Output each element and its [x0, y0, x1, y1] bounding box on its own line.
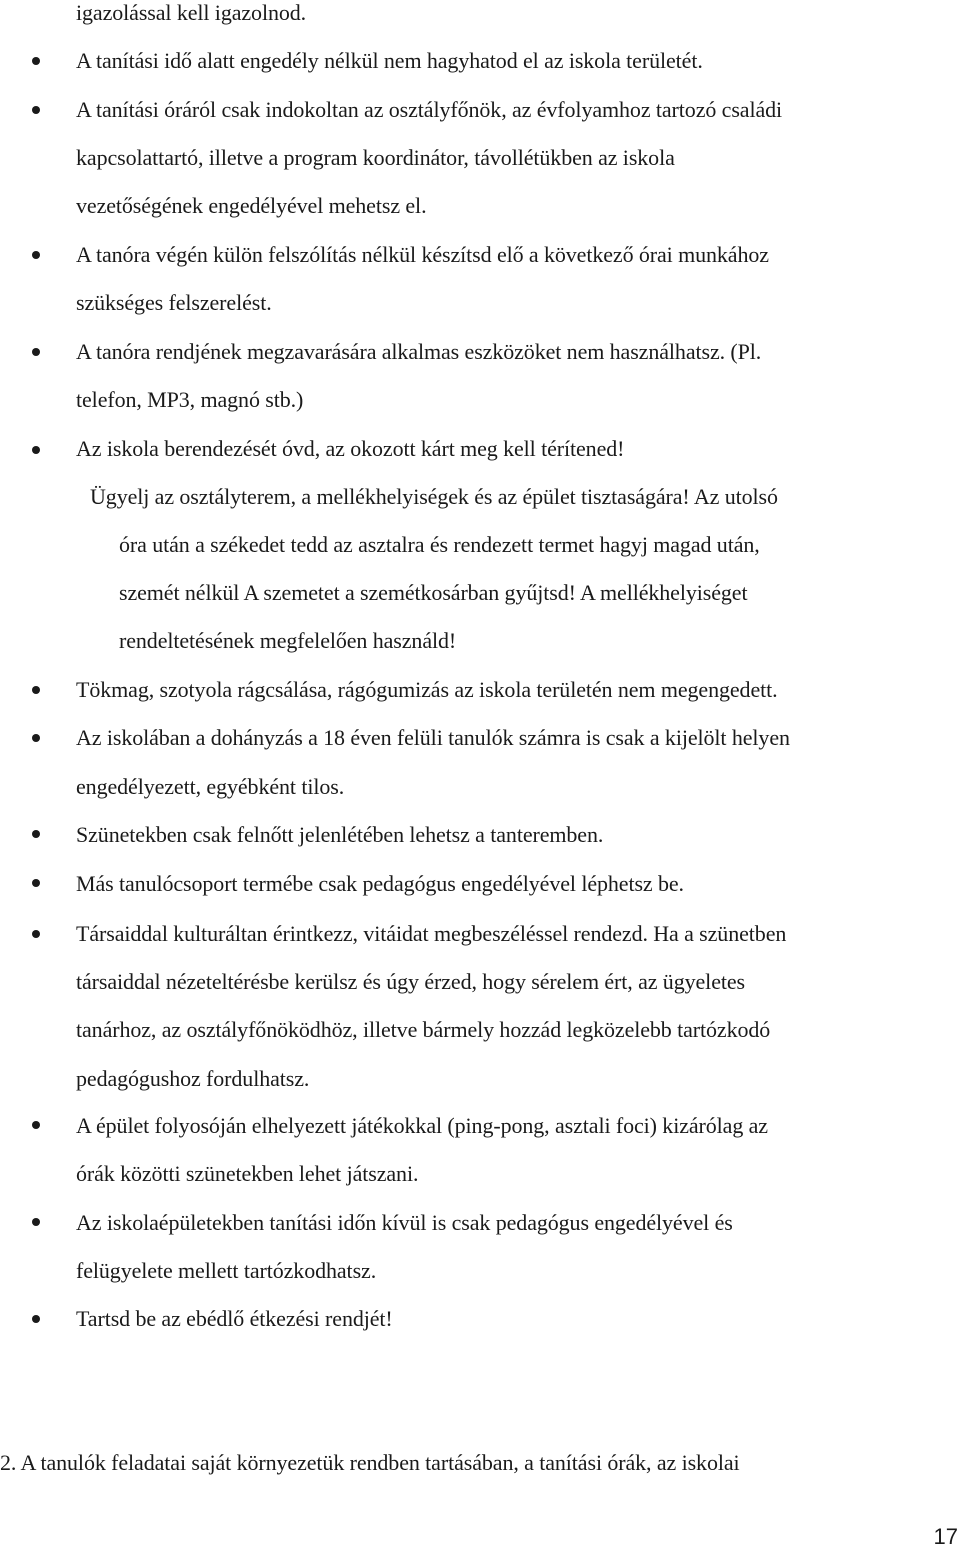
- text-line: rendeltetésének megfelelően használd!: [119, 628, 457, 653]
- text-line: A tanóra végén külön felszólítás nélkül készítsd elő a következő órai munkához: [76, 242, 769, 267]
- text-line: kapcsolattartó, illetve a program koordinátor, távollétükben az iskola: [76, 145, 675, 170]
- bullet: [32, 930, 40, 938]
- text-line: szükséges felszerelést.: [76, 290, 272, 315]
- text-line: társaiddal nézeteltérésbe kerülsz és úgy érzed, hogy sérelem ért, az ügyeletes: [76, 969, 745, 994]
- text-line: telefon, MP3, magnó stb.): [76, 387, 304, 412]
- text-line: tanárhoz, az osztályfőnöködhöz, illetve bármely hozzád legközelebb tartózkodó: [76, 1017, 771, 1042]
- text-line: Társaiddal kulturáltan érintkezz, vitáidat megbeszéléssel rendezd. Ha a szünetben: [76, 921, 787, 946]
- text-line: engedélyezett, egyébként tilos.: [76, 774, 345, 799]
- bullet: [32, 830, 40, 838]
- text-line: Ügyelj az osztályterem, a mellékhelyiségek és az épület tisztaságára! Az utolsó: [90, 484, 778, 509]
- text-line: Az iskolaépületekben tanítási időn kívül is csak pedagógus engedélyével és: [76, 1210, 733, 1235]
- bullet: [32, 1121, 40, 1129]
- text-line: A tanóra rendjének megzavarására alkalmas eszközöket nem használhatsz. (Pl.: [76, 339, 762, 364]
- bullet: [32, 251, 40, 259]
- section-heading: 2. A tanulók feladatai saját környezetük rendben tartásában, a tanítási órák, az iskolai: [0, 1450, 740, 1475]
- text-line: Az iskolában a dohányzás a 18 éven felüli tanulók számra is csak a kijelölt helyen: [76, 725, 790, 750]
- text-line: órák közötti szünetekben lehet játszani.: [76, 1161, 419, 1186]
- text-line: A épület folyosóján elhelyezett játékokkal (ping-pong, asztali foci) kizárólag az: [76, 1113, 768, 1138]
- text-line: Tökmag, szotyola rágcsálása, rágógumizás az iskola területén nem megengedett.: [76, 677, 778, 702]
- text-line: igazolással kell igazolnod.: [76, 0, 307, 25]
- bullet: [32, 106, 40, 114]
- bullet: [32, 348, 40, 356]
- bullet: [32, 734, 40, 742]
- bullet: [32, 1218, 40, 1226]
- text-line: Tartsd be az ebédlő étkezési rendjét!: [76, 1306, 393, 1331]
- text-line: Az iskola berendezését óvd, az okozott kárt meg kell térítened!: [76, 436, 625, 461]
- bullet: [32, 686, 40, 694]
- text-line: A tanítási óráról csak indokoltan az osztályfőnök, az évfolyamhoz tartozó családi: [76, 97, 783, 122]
- bullet: [32, 1315, 40, 1323]
- text-line: felügyelete mellett tartózkodhatsz.: [76, 1258, 377, 1283]
- text-line: A tanítási idő alatt engedély nélkül nem hagyhatod el az iskola területét.: [76, 48, 703, 73]
- page-number: 17: [933, 1524, 958, 1549]
- text-line: pedagógushoz fordulhatsz.: [76, 1066, 310, 1091]
- bullet: [32, 879, 40, 887]
- text-line: szemét nélkül A szemetet a szemétkosárban gyűjtsd! A mellékhelyiséget: [119, 580, 748, 605]
- text-line: Szünetekben csak felnőtt jelenlétében lehetsz a tanteremben.: [76, 822, 604, 847]
- bullet: [32, 57, 40, 65]
- text-line: óra után a székedet tedd az asztalra és rendezett termet hagyj magad után,: [119, 532, 760, 557]
- text-line: Más tanulócsoport termébe csak pedagógus engedélyével léphetsz be.: [76, 871, 684, 896]
- text-line: vezetőségének engedélyével mehetsz el.: [76, 193, 427, 218]
- bullet: [32, 446, 40, 454]
